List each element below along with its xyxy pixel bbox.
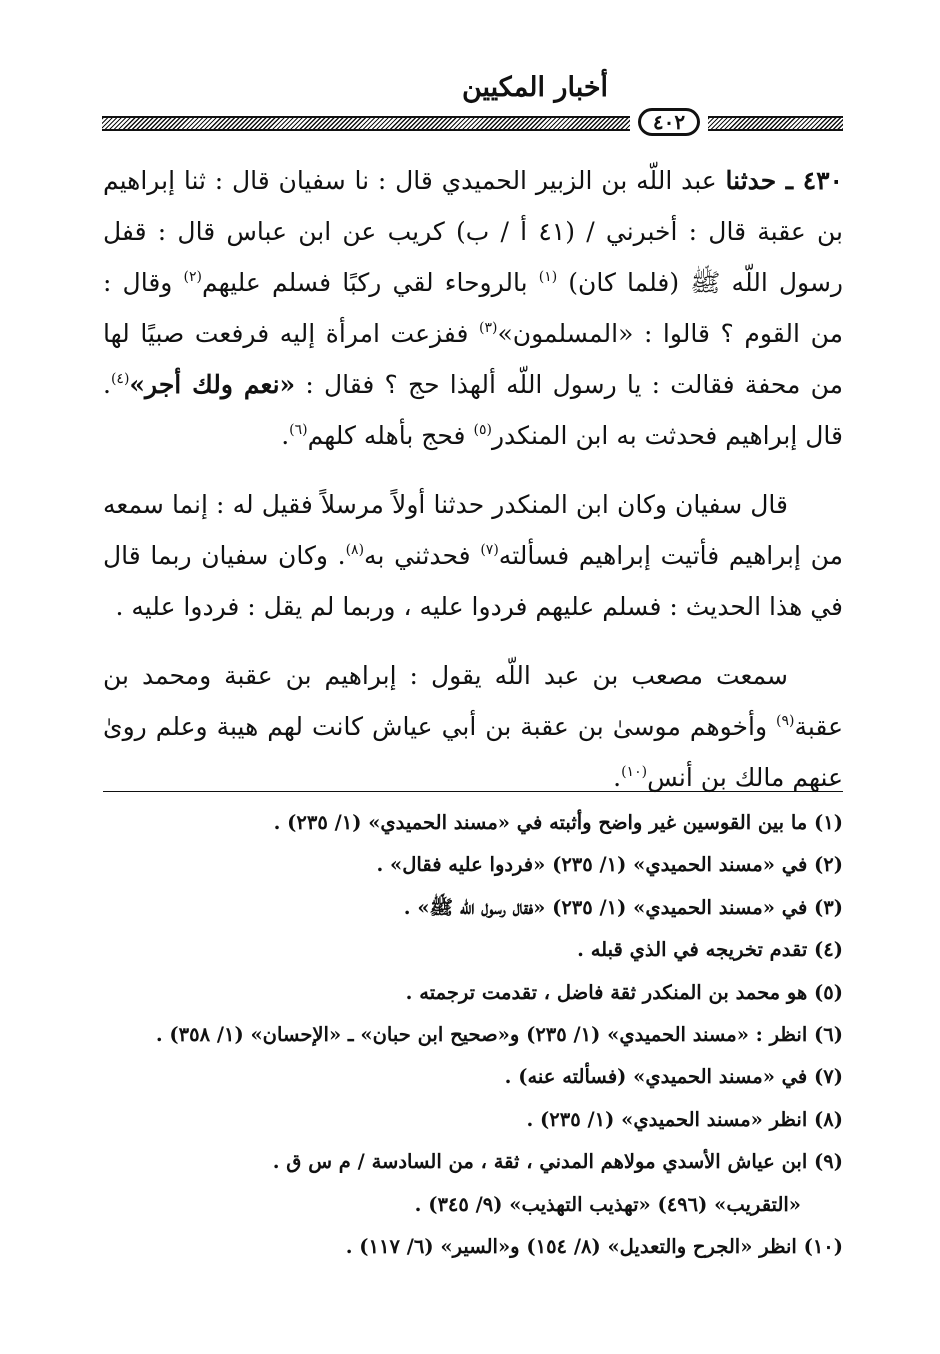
text-span: فحدثني به bbox=[364, 541, 481, 570]
footnote-7: (٧) في «مسند الحميدي» (فسألته عنه) . bbox=[504, 1065, 843, 1089]
footnote-ref: (٤) bbox=[110, 371, 130, 387]
prophet-reply: «نعم ولك أجر» bbox=[129, 370, 296, 399]
header-rule-left bbox=[102, 116, 630, 131]
hadith-lead-word: حدثنا bbox=[725, 166, 777, 195]
footnote-2: (٢) في «مسند الحميدي» (١/ ٢٣٥) «فردوا عليه فقال» . bbox=[376, 853, 843, 877]
text-span: ففزعت امرأة إليه فرفعت صبيًا لها من محفة فقالت : يا رسول اللّه ألهذا حج ؟ فقال : bbox=[103, 319, 843, 399]
footnote-ref: (٧) bbox=[480, 542, 499, 558]
footnote-5: (٥) هو محمد بن المنكدر ثقة فاضل ، تقدمت ترجمته . bbox=[405, 980, 843, 1004]
text-span: بالروحاء لقي ركبًا فسلم عليهم bbox=[201, 268, 539, 297]
text-span: عبد اللّه بن الزبير الحميدي قال : نا سفيان قال : ثنا إبراهيم بن عقبة قال : أخبرني / (٤١ أ / ب) كريب عن ابن عباس قال : قفل رسول اللّه ﷺ (فلما كان) bbox=[103, 166, 844, 297]
footnote-separator bbox=[103, 791, 843, 792]
footnote-9-continuation: «التقريب» (٤٩٦) «تهذيب التهذيب» (٩/ ٣٤٥) . bbox=[414, 1192, 801, 1216]
footnote-ref: (٦) bbox=[289, 422, 308, 438]
text-span: . قال إبراهيم فحدثت به ابن المنكدر bbox=[103, 370, 843, 450]
hadith-paragraph-1 bbox=[103, 155, 843, 461]
footnote-ref: (٨) bbox=[345, 542, 365, 558]
text-span: . bbox=[281, 421, 290, 450]
footnotes bbox=[103, 802, 843, 1268]
footnote-4: (٤) تقدم تخريجه في الذي قبله . bbox=[577, 938, 843, 962]
footnote-8: (٨) انظر «مسند الحميدي» (١/ ٢٣٥) . bbox=[526, 1107, 843, 1131]
text-span: . وكان سفيان ربما قال في هذا الحديث : فسلم عليهم فردوا عليه ، وربما لم يقل : فردوا عليه . bbox=[103, 541, 843, 621]
text-span: سمعت مصعب بن عبد اللّه يقول : إبراهيم بن عقبة ومحمد بن عقبة bbox=[103, 661, 843, 741]
page-number: ٤٠٢ bbox=[638, 108, 700, 136]
footnote-ref: (١) bbox=[538, 269, 558, 285]
hadith-dash: ـ bbox=[776, 166, 803, 195]
text-span: وقال : من القوم ؟ قالوا : «المسلمون» bbox=[103, 268, 843, 348]
footnote-6: (٦) انظر : «مسند الحميدي» (١/ ٢٣٥) و«صحيح ابن حبان» ـ «الإحسان» (١/ ٣٥٨) . bbox=[155, 1023, 843, 1047]
footnote-ref: (٩) bbox=[776, 713, 795, 729]
footnote-ref: (١٠) bbox=[621, 764, 648, 780]
hadith-paragraph-3 bbox=[103, 650, 843, 803]
text-span: . bbox=[613, 763, 622, 792]
text-span: فحج بأهله كلهم bbox=[307, 421, 474, 450]
text-span: وأخوهم موسىٰ بن عقبة بن أبي عياش كانت لهم هيبة وعلم روىٰ عنهم مالك بن أنس bbox=[103, 712, 843, 792]
text-span: قال سفيان وكان ابن المنكدر حدثنا أولاً مرسلاً فقيل له : إنما سمعه من إبراهيم فأتيت إبراهيم فسألته bbox=[103, 490, 844, 570]
footnote-ref: (٥) bbox=[473, 422, 492, 438]
main-text bbox=[103, 155, 843, 821]
footnote-1: (١) ما بين القوسين غير واضح وأثبته في «مسند الحميدي» (١/ ٢٣٥) . bbox=[273, 811, 843, 834]
footnote-10: (١٠) انظر «الجرح والتعديل» (٨/ ١٥٤) و«السير» (٦/ ١١٧) . bbox=[345, 1235, 843, 1259]
running-title: أخبار المكيين bbox=[461, 72, 609, 103]
footnote-9: (٩) ابن عياش الأسدي مولاهم المدني ، ثقة ، من السادسة / م س ق . bbox=[272, 1150, 843, 1174]
hadith-number: ٤٣٠ bbox=[802, 166, 843, 195]
footnote-3: (٣) في «مسند الحميدي» (١/ ٢٣٥) «فقال رسول اللّه ﷺ» . bbox=[403, 895, 843, 919]
footnote-ref: (٣) bbox=[478, 320, 498, 336]
footnote-ref: (٢) bbox=[183, 269, 202, 285]
header-rule-right bbox=[708, 116, 843, 131]
hadith-paragraph-2 bbox=[103, 479, 843, 632]
